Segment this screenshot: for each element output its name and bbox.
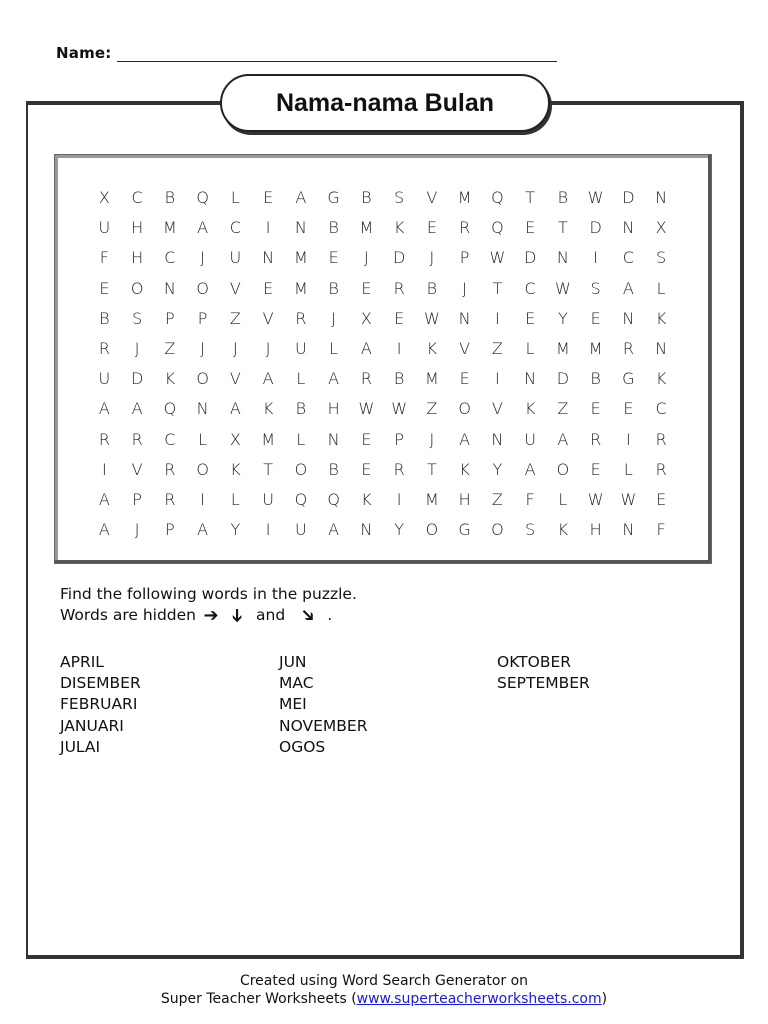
grid-cell: R <box>295 308 307 328</box>
grid-cell: Z <box>229 308 241 328</box>
grid-cell: Z <box>164 338 176 358</box>
grid-cell: J <box>364 248 369 268</box>
grid-cell: C <box>164 429 176 449</box>
grid-cell: G <box>458 520 471 540</box>
grid-cell: B <box>328 278 339 298</box>
grid-cell: T <box>426 459 437 479</box>
hidden-label: Words are hidden <box>60 606 197 624</box>
grid-cell: O <box>196 369 209 389</box>
grid-cell: E <box>525 218 536 238</box>
grid-cell: E <box>361 429 372 449</box>
grid-cell: T <box>492 278 503 298</box>
grid-cell: M <box>424 369 439 389</box>
grid-cell: F <box>525 489 535 509</box>
grid-cell: O <box>130 278 144 298</box>
grid-cell: A <box>295 188 307 207</box>
grid-cell: Q <box>491 188 504 207</box>
grid-cell: Q <box>327 489 340 509</box>
name-label: Name: <box>56 44 112 62</box>
grid-cell: O <box>491 520 504 540</box>
grid-cell: U <box>229 248 242 268</box>
word-list-item: APRIL <box>60 653 104 671</box>
grid-cell: C <box>164 248 176 268</box>
grid-cell: O <box>196 278 209 298</box>
grid-cell: L <box>329 338 339 358</box>
grid-cell: W <box>587 188 604 207</box>
grid-cell: C <box>229 218 241 238</box>
grid-cell: B <box>328 218 339 238</box>
grid-cell: A <box>328 369 340 389</box>
grid-cell: L <box>230 188 240 207</box>
grid-cell: K <box>655 308 667 328</box>
grid-cell: K <box>655 369 667 389</box>
grid-cell: A <box>622 278 634 298</box>
grid-cell: K <box>393 218 405 238</box>
grid-cell: U <box>295 520 307 540</box>
grid-cell: F <box>99 248 109 268</box>
word-list-item: JULAI <box>60 737 101 756</box>
grid-cell: Z <box>491 489 503 509</box>
grid-cell: P <box>132 489 142 509</box>
grid-cell: W <box>423 308 440 328</box>
word-list-item: OKTOBER <box>497 653 572 671</box>
instructions-period: . <box>327 606 333 624</box>
grid-cell: V <box>459 338 471 358</box>
grid-cell: P <box>197 308 208 328</box>
page-title: Nama-nama Bulan <box>275 88 495 117</box>
grid-cell: V <box>262 308 274 328</box>
grid-cell: M <box>162 218 177 238</box>
grid-cell: Q <box>294 489 308 509</box>
word-list-item: SEPTEMBER <box>497 674 590 693</box>
grid-cell: N <box>360 520 373 540</box>
grid-cell: J <box>331 308 336 328</box>
grid-cell: L <box>198 429 208 449</box>
grid-cell: S <box>656 248 667 268</box>
word-list-column-1 <box>60 652 141 758</box>
grid-cell: R <box>393 278 405 298</box>
grid-cell: A <box>197 520 209 540</box>
grid-cell: E <box>361 278 372 298</box>
grid-cell: R <box>164 459 176 479</box>
word-list-item: DISEMBER <box>60 674 141 693</box>
footer-link[interactable]: www.superteacherworksheets.com <box>356 991 602 1007</box>
grid-cell: E <box>590 308 601 328</box>
instructions-line-1: Find the following words in the puzzle. <box>60 585 357 603</box>
grid-cell: P <box>394 429 404 449</box>
grid-cell: N <box>491 429 504 449</box>
grid-cell: M <box>293 248 308 268</box>
and-label: and <box>256 606 286 624</box>
grid-cell: T <box>525 188 536 207</box>
grid-cell: A <box>229 399 241 419</box>
grid-cell: A <box>262 369 274 389</box>
grid-cell: J <box>134 520 140 540</box>
grid-cell: U <box>262 489 274 509</box>
grid-cell: W <box>554 278 571 298</box>
grid-cell: R <box>360 369 372 389</box>
grid-cell: R <box>164 489 176 509</box>
grid-cell: N <box>458 308 471 328</box>
grid-cell: E <box>426 218 437 238</box>
word-list-column-2 <box>279 652 368 758</box>
word-list-item: OGOS <box>279 737 326 756</box>
footer <box>0 972 768 1008</box>
grid-cell: O <box>196 459 209 479</box>
grid-cell: S <box>525 520 536 540</box>
grid-cell: N <box>655 188 668 207</box>
grid-cell: D <box>556 369 570 389</box>
grid-cell: X <box>655 218 667 238</box>
grid-cell: N <box>622 218 635 238</box>
grid-cell: T <box>557 218 568 238</box>
grid-cell: Y <box>230 520 241 540</box>
grid-cell: E <box>394 308 405 328</box>
grid-cell: W <box>391 399 408 419</box>
grid-cell: B <box>361 188 372 207</box>
grid-cell: I <box>265 520 271 540</box>
grid-cell: A <box>98 489 110 509</box>
grid-cell: K <box>361 489 372 509</box>
frame-top-border-left <box>26 101 222 105</box>
grid-cell: B <box>557 188 569 207</box>
title-banner <box>220 74 550 132</box>
instructions <box>60 584 357 629</box>
grid-cell: N <box>622 308 635 328</box>
grid-cell: D <box>392 248 406 268</box>
grid-cell: M <box>424 489 439 509</box>
frame-top-border-right <box>546 101 744 105</box>
grid-cell: A <box>98 520 110 540</box>
grid-cell: S <box>132 308 143 328</box>
grid-cell: J <box>265 338 271 358</box>
grid-cell: W <box>358 399 375 419</box>
grid-cell: V <box>131 459 143 479</box>
grid-cell: R <box>98 338 110 358</box>
grid-cell: D <box>523 248 537 268</box>
grid-cell: D <box>622 188 635 207</box>
grid-cell: N <box>622 520 635 540</box>
grid-cell: B <box>164 188 176 207</box>
grid-cell: O <box>294 459 308 479</box>
grid-cell: W <box>620 489 637 509</box>
grid-cell: Z <box>426 399 438 419</box>
grid-cell: V <box>491 399 503 419</box>
name-field[interactable] <box>117 46 557 62</box>
grid-cell: U <box>98 218 111 238</box>
grid-cell: C <box>524 278 536 298</box>
grid-cell: I <box>593 248 598 268</box>
grid-cell: V <box>426 188 438 207</box>
grid-cell: A <box>360 338 372 358</box>
word-list-item: JUN <box>279 653 307 671</box>
grid-cell: C <box>622 248 634 268</box>
grid-cell: P <box>459 248 470 268</box>
grid-cell: X <box>98 188 110 207</box>
grid-cell: Q <box>491 218 504 238</box>
grid-cell: A <box>557 429 569 449</box>
grid-cell: L <box>230 489 240 509</box>
grid-cell: I <box>102 459 107 479</box>
grid-cell: R <box>393 459 405 479</box>
grid-cell: I <box>626 429 631 449</box>
grid-cell: L <box>525 338 535 358</box>
grid-cell: M <box>457 188 472 207</box>
grid-cell: E <box>623 399 634 419</box>
grid-cell: L <box>656 278 666 298</box>
grid-cell: J <box>429 248 435 268</box>
word-list-item: JANUARI <box>60 716 124 735</box>
grid-cell: I <box>396 338 402 358</box>
grid-cell: E <box>525 308 536 328</box>
grid-cell: R <box>459 218 471 238</box>
grid-cell: R <box>655 429 667 449</box>
grid-cell: K <box>262 399 274 419</box>
grid-cell: I <box>265 218 271 238</box>
grid-cell: P <box>165 308 175 328</box>
grid-cell: Q <box>196 188 209 207</box>
grid-cell: A <box>524 459 536 479</box>
grid-cell: U <box>98 369 111 389</box>
grid-cell: N <box>655 338 668 358</box>
grid-cell: H <box>458 489 471 509</box>
grid-cell: S <box>590 278 601 298</box>
grid-cell: E <box>263 278 274 298</box>
grid-cell: K <box>524 399 536 419</box>
name-row <box>56 38 557 62</box>
arrow-right-icon: ➔ <box>203 605 219 626</box>
grid-cell: A <box>197 218 209 238</box>
grid-cell: V <box>229 369 241 389</box>
grid-cell: Y <box>394 520 405 540</box>
grid-cell: E <box>361 459 372 479</box>
instructions-line-2 <box>60 602 357 629</box>
grid-cell: I <box>495 369 500 389</box>
footer-prefix: Super Teacher Worksheets ( <box>160 991 357 1007</box>
grid-cell: I <box>495 308 500 328</box>
grid-cell: G <box>622 369 635 389</box>
grid-cell: W <box>489 248 506 268</box>
grid-cell: J <box>200 338 205 358</box>
grid-cell: E <box>99 278 110 298</box>
word-list-item: MEI <box>279 695 307 714</box>
grid-cell: M <box>555 338 570 358</box>
grid-cell: L <box>296 429 306 449</box>
grid-cell: K <box>459 459 470 479</box>
footer-suffix: ) <box>601 991 608 1007</box>
grid-cell: N <box>327 429 340 449</box>
grid-cell: D <box>130 369 144 389</box>
grid-cell: R <box>590 429 602 449</box>
grid-cell: O <box>556 459 570 479</box>
word-list-item: MAC <box>279 674 314 693</box>
grid-cell: L <box>296 369 306 389</box>
grid-cell: A <box>131 399 143 419</box>
grid-cell: E <box>656 489 667 509</box>
grid-cell: E <box>590 459 601 479</box>
grid-cell: P <box>165 520 175 540</box>
grid-cell: B <box>295 399 307 419</box>
grid-cell: N <box>262 248 275 268</box>
grid-cell: A <box>98 399 110 419</box>
grid-cell: N <box>196 399 209 419</box>
grid-cell: A <box>328 520 340 540</box>
grid-cell: T <box>263 459 274 479</box>
word-list-item: FEBRUARI <box>60 695 138 714</box>
grid-cell: U <box>295 338 307 358</box>
grid-cell: J <box>462 278 467 298</box>
grid-cell: J <box>429 429 435 449</box>
grid-cell: L <box>623 459 633 479</box>
grid-cell: V <box>229 278 241 298</box>
grid-cell: N <box>524 369 537 389</box>
grid-cell: Y <box>557 308 568 328</box>
grid-cell: I <box>396 489 402 509</box>
grid-cell: B <box>328 459 339 479</box>
grid-cell: F <box>656 520 666 540</box>
grid-cell: X <box>360 308 372 328</box>
grid-cell: M <box>359 218 374 238</box>
grid-cell: I <box>200 489 205 509</box>
grid-cell: L <box>558 489 568 509</box>
grid-cell: B <box>393 369 405 389</box>
grid-cell: J <box>200 248 205 268</box>
grid-cell: H <box>327 399 340 419</box>
grid-cell: K <box>557 520 569 540</box>
grid-cell: C <box>131 188 143 207</box>
grid-cell: U <box>524 429 536 449</box>
grid-cell: C <box>655 399 667 419</box>
footer-line-1: Created using Word Search Generator on <box>239 973 529 989</box>
arrow-diagonal-icon: ➔ <box>295 602 321 629</box>
grid-cell: E <box>590 399 601 419</box>
grid-cell: R <box>98 429 110 449</box>
grid-cell: M <box>261 429 276 449</box>
grid-cell: Q <box>163 399 177 419</box>
grid-cell: N <box>294 218 307 238</box>
footer-line-2 <box>0 990 768 1008</box>
grid-cell: K <box>230 459 241 479</box>
grid-cell: M <box>588 338 603 358</box>
grid-cell: O <box>458 399 471 419</box>
grid-cell: H <box>131 248 144 268</box>
word-search-grid <box>88 183 678 545</box>
grid-cell: Y <box>492 459 503 479</box>
grid-cell: K <box>164 369 176 389</box>
word-list-column-3 <box>497 652 590 694</box>
grid-cell: B <box>426 278 438 298</box>
grid-cell: R <box>655 459 667 479</box>
grid-cell: H <box>131 218 144 238</box>
grid-cell: B <box>99 308 110 328</box>
grid-cell: J <box>134 338 140 358</box>
grid-cell: Z <box>557 399 569 419</box>
grid-cell: R <box>622 338 634 358</box>
grid-cell: H <box>589 520 602 540</box>
grid-cell: N <box>556 248 569 268</box>
grid-cell: D <box>589 218 602 238</box>
grid-cell: X <box>229 429 241 449</box>
arrow-down-icon: ➔ <box>226 607 248 624</box>
grid-cell: K <box>426 338 438 358</box>
grid-cell: O <box>425 520 439 540</box>
grid-cell: R <box>131 429 143 449</box>
grid-cell: S <box>394 188 405 207</box>
grid-cell: B <box>590 369 601 389</box>
grid-cell: A <box>459 429 471 449</box>
grid-cell: G <box>327 188 340 207</box>
grid-cell: N <box>163 278 176 298</box>
grid-cell: W <box>587 489 604 509</box>
grid-cell: J <box>233 338 238 358</box>
word-list-item: NOVEMBER <box>279 716 368 735</box>
grid-cell: Z <box>491 338 503 358</box>
grid-cell: E <box>459 369 470 389</box>
grid-cell: E <box>328 248 339 268</box>
grid-cell: M <box>293 278 308 298</box>
grid-cell: E <box>263 188 274 207</box>
